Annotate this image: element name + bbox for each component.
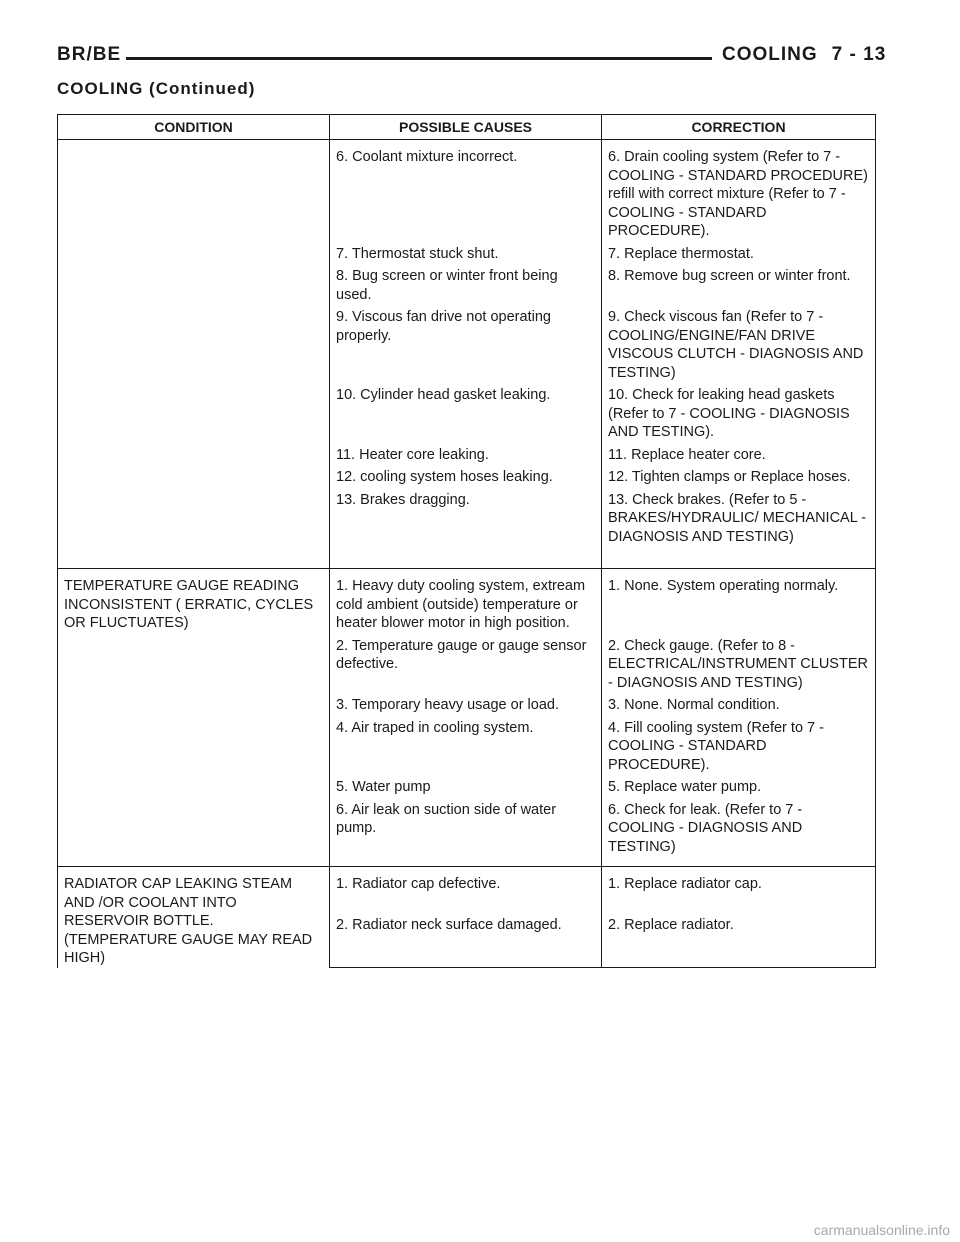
header-condition: CONDITION [58,115,330,140]
correction-cell: 6. Check for leak. (Refer to 7 - COOLING - DIAGNOSIS AND TESTING) [602,797,876,867]
table-row [58,569,876,633]
page-header-right [722,44,886,66]
page-number: 7 - 13 [831,44,887,65]
header-possible-causes: POSSIBLE CAUSES [330,115,602,140]
page-title: COOLING (Continued) [57,79,256,98]
cause-cell: 3. Temporary heavy usage or load. [330,692,602,715]
correction-cell: 2. Replace radiator. [602,912,876,968]
correction-cell: 2. Check gauge. (Refer to 8 - ELECTRICAL/INSTRUMENT CLUSTER - DIAGNOSIS AND TESTING) [602,633,876,693]
vehicle-code: BR/BE [57,44,122,65]
table-header-row [58,115,876,140]
correction-cell: 8. Remove bug screen or winter front. [602,263,876,304]
table-row [58,867,876,912]
cause-cell: 12. cooling system hoses leaking. [330,464,602,487]
cause-cell: 8. Bug screen or winter front being used. [330,263,602,304]
correction-cell: 3. None. Normal condition. [602,692,876,715]
cause-cell: 13. Brakes dragging. [330,487,602,569]
correction-cell: 10. Check for leaking head gaskets (Refer to 7 - COOLING - DIAGNOSIS AND TESTING). [602,382,876,442]
cause-cell: 2. Temperature gauge or gauge sensor defective. [330,633,602,693]
correction-cell: 7. Replace thermostat. [602,241,876,264]
cause-cell: 6. Coolant mixture incorrect. [330,140,602,241]
diagnosis-table [57,114,876,968]
cause-cell: 6. Air leak on suction side of water pump. [330,797,602,867]
cause-cell: 4. Air traped in cooling system. [330,715,602,775]
condition-cell: RADIATOR CAP LEAKING STEAM AND /OR COOLANT INTO RESERVOIR BOTTLE. (TEMPERATURE GAUGE MAY READ HIGH) [58,867,330,968]
correction-cell: 12. Tighten clamps or Replace hoses. [602,464,876,487]
cause-cell: 10. Cylinder head gasket leaking. [330,382,602,442]
correction-cell: 5. Replace water pump. [602,774,876,797]
correction-cell: 9. Check viscous fan (Refer to 7 - COOLING/ENGINE/FAN DRIVE VISCOUS CLUTCH - DIAGNOSIS AND TESTING) [602,304,876,382]
section-name: COOLING [722,44,818,65]
cause-cell: 11. Heater core leaking. [330,442,602,465]
header-rule [126,57,712,60]
table-row [58,140,876,241]
header-correction: CORRECTION [602,115,876,140]
cause-cell: 5. Water pump [330,774,602,797]
cause-cell: 9. Viscous fan drive not operating properly. [330,304,602,382]
watermark: carmanualsonline.info [813,1222,950,1238]
condition-cell: TEMPERATURE GAUGE READING INCONSISTENT ( ERRATIC, CYCLES OR FLUCTUATES) [58,569,330,867]
condition-cell [58,140,330,569]
correction-cell: 13. Check brakes. (Refer to 5 - BRAKES/HYDRAULIC/ MECHANICAL - DIAGNOSIS AND TESTING) [602,487,876,569]
cause-cell: 7. Thermostat stuck shut. [330,241,602,264]
correction-cell: 4. Fill cooling system (Refer to 7 - COOLING - STANDARD PROCEDURE). [602,715,876,775]
correction-cell: 1. None. System operating normaly. [602,569,876,633]
correction-cell: 6. Drain cooling system (Refer to 7 - COOLING - STANDARD PROCEDURE) refill with correct mixture (Refer to 7 - COOLING - STANDARD PROCEDURE). [602,140,876,241]
cause-cell: 1. Radiator cap defective. [330,867,602,912]
cause-cell: 1. Heavy duty cooling system, extream cold ambient (outside) temperature or heater blower motor in high position. [330,569,602,633]
cause-cell: 2. Radiator neck surface damaged. [330,912,602,968]
correction-cell: 1. Replace radiator cap. [602,867,876,912]
correction-cell: 11. Replace heater core. [602,442,876,465]
